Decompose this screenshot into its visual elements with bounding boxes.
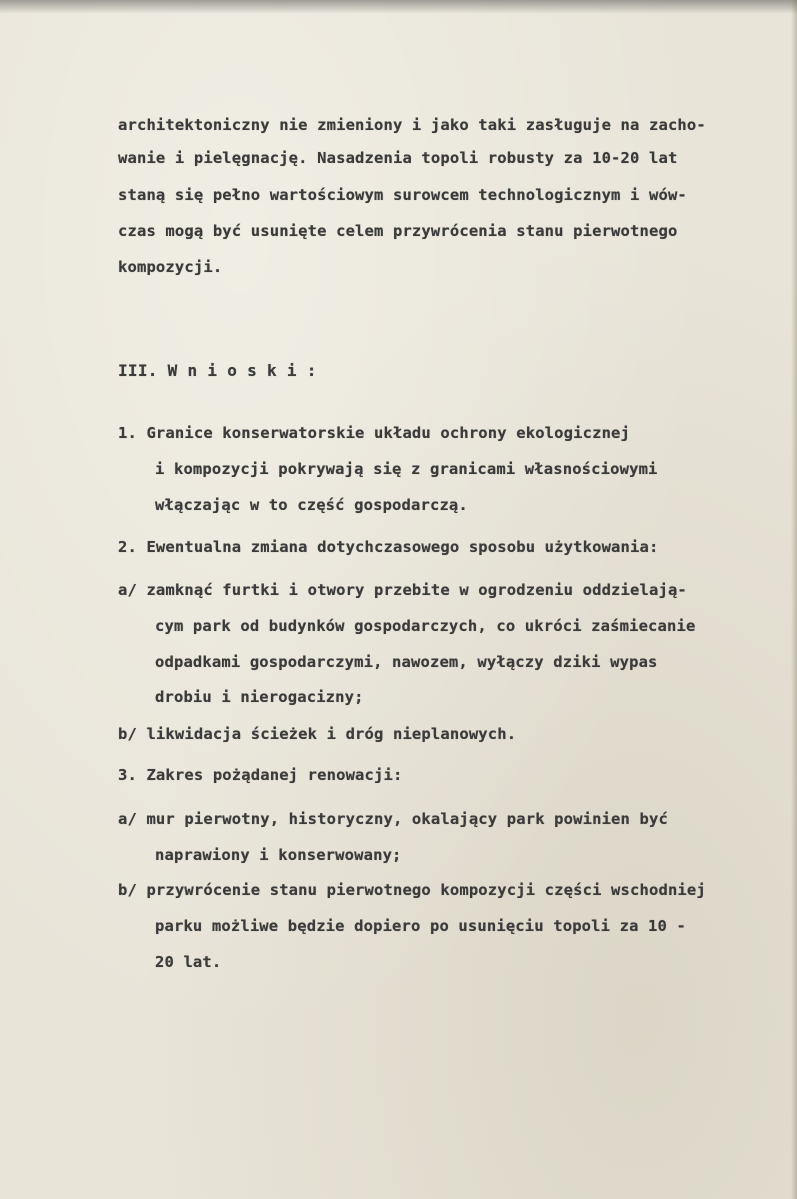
list-item-1-line: włączając w to część gospodarczą. [155, 496, 468, 514]
list-item-3a: a/ mur pierwotny, historyczny, okalający park powinien być [118, 810, 668, 828]
list-item-3-heading: 3. Zakres pożądanej renowacji: [118, 766, 403, 784]
paragraph-line: staną się pełno wartościowym surowcem technologicznym i wów- [118, 186, 687, 204]
list-item-2-heading: 2. Ewentualna zmiana dotychczasowego sposobu użytkowania: [118, 538, 659, 556]
list-item-2a: a/ zamknąć furtki i otwory przebite w ogrodzeniu oddzielają- [118, 581, 687, 599]
paragraph-line: architektoniczny nie zmieniony i jako taki zasługuje na zacho- [118, 116, 706, 134]
list-item-2a-line: drobiu i nierogacizny; [155, 688, 364, 706]
list-item-2a-line: cym park od budynków gospodarczych, co ukróci zaśmiecanie [155, 617, 696, 635]
paragraph-line: kompozycji. [118, 258, 223, 276]
list-item-3b-line: parku możliwe będzie dopiero po usunięciu topoli za 10 - [155, 917, 686, 935]
list-item-3a-line: naprawiony i konserwowany; [155, 846, 402, 864]
list-item-1: 1. Granice konserwatorskie układu ochrony ekologicznej [118, 424, 631, 442]
list-item-3b: b/ przywrócenie stanu pierwotnego kompozycji części wschodniej [118, 881, 706, 899]
page-top-shadow [0, 0, 797, 14]
list-item-3b-line: 20 lat. [155, 953, 222, 971]
list-item-2b: b/ likwidacja ścieżek i dróg nieplanowych. [118, 725, 517, 743]
page-edge [791, 0, 797, 1199]
section-heading: III. W n i o s k i : [118, 361, 317, 380]
paragraph-line: czas mogą być usunięte celem przywrócenia stanu pierwotnego [118, 222, 678, 240]
paragraph-line: wanie i pielęgnację. Nasadzenia topoli robusty za 10-20 lat [118, 149, 678, 167]
list-item-1-line: i kompozycji pokrywają się z granicami własnościowymi [155, 460, 658, 478]
list-item-2a-line: odpadkami gospodarczymi, nawozem, wyłączy dziki wypas [155, 653, 658, 671]
